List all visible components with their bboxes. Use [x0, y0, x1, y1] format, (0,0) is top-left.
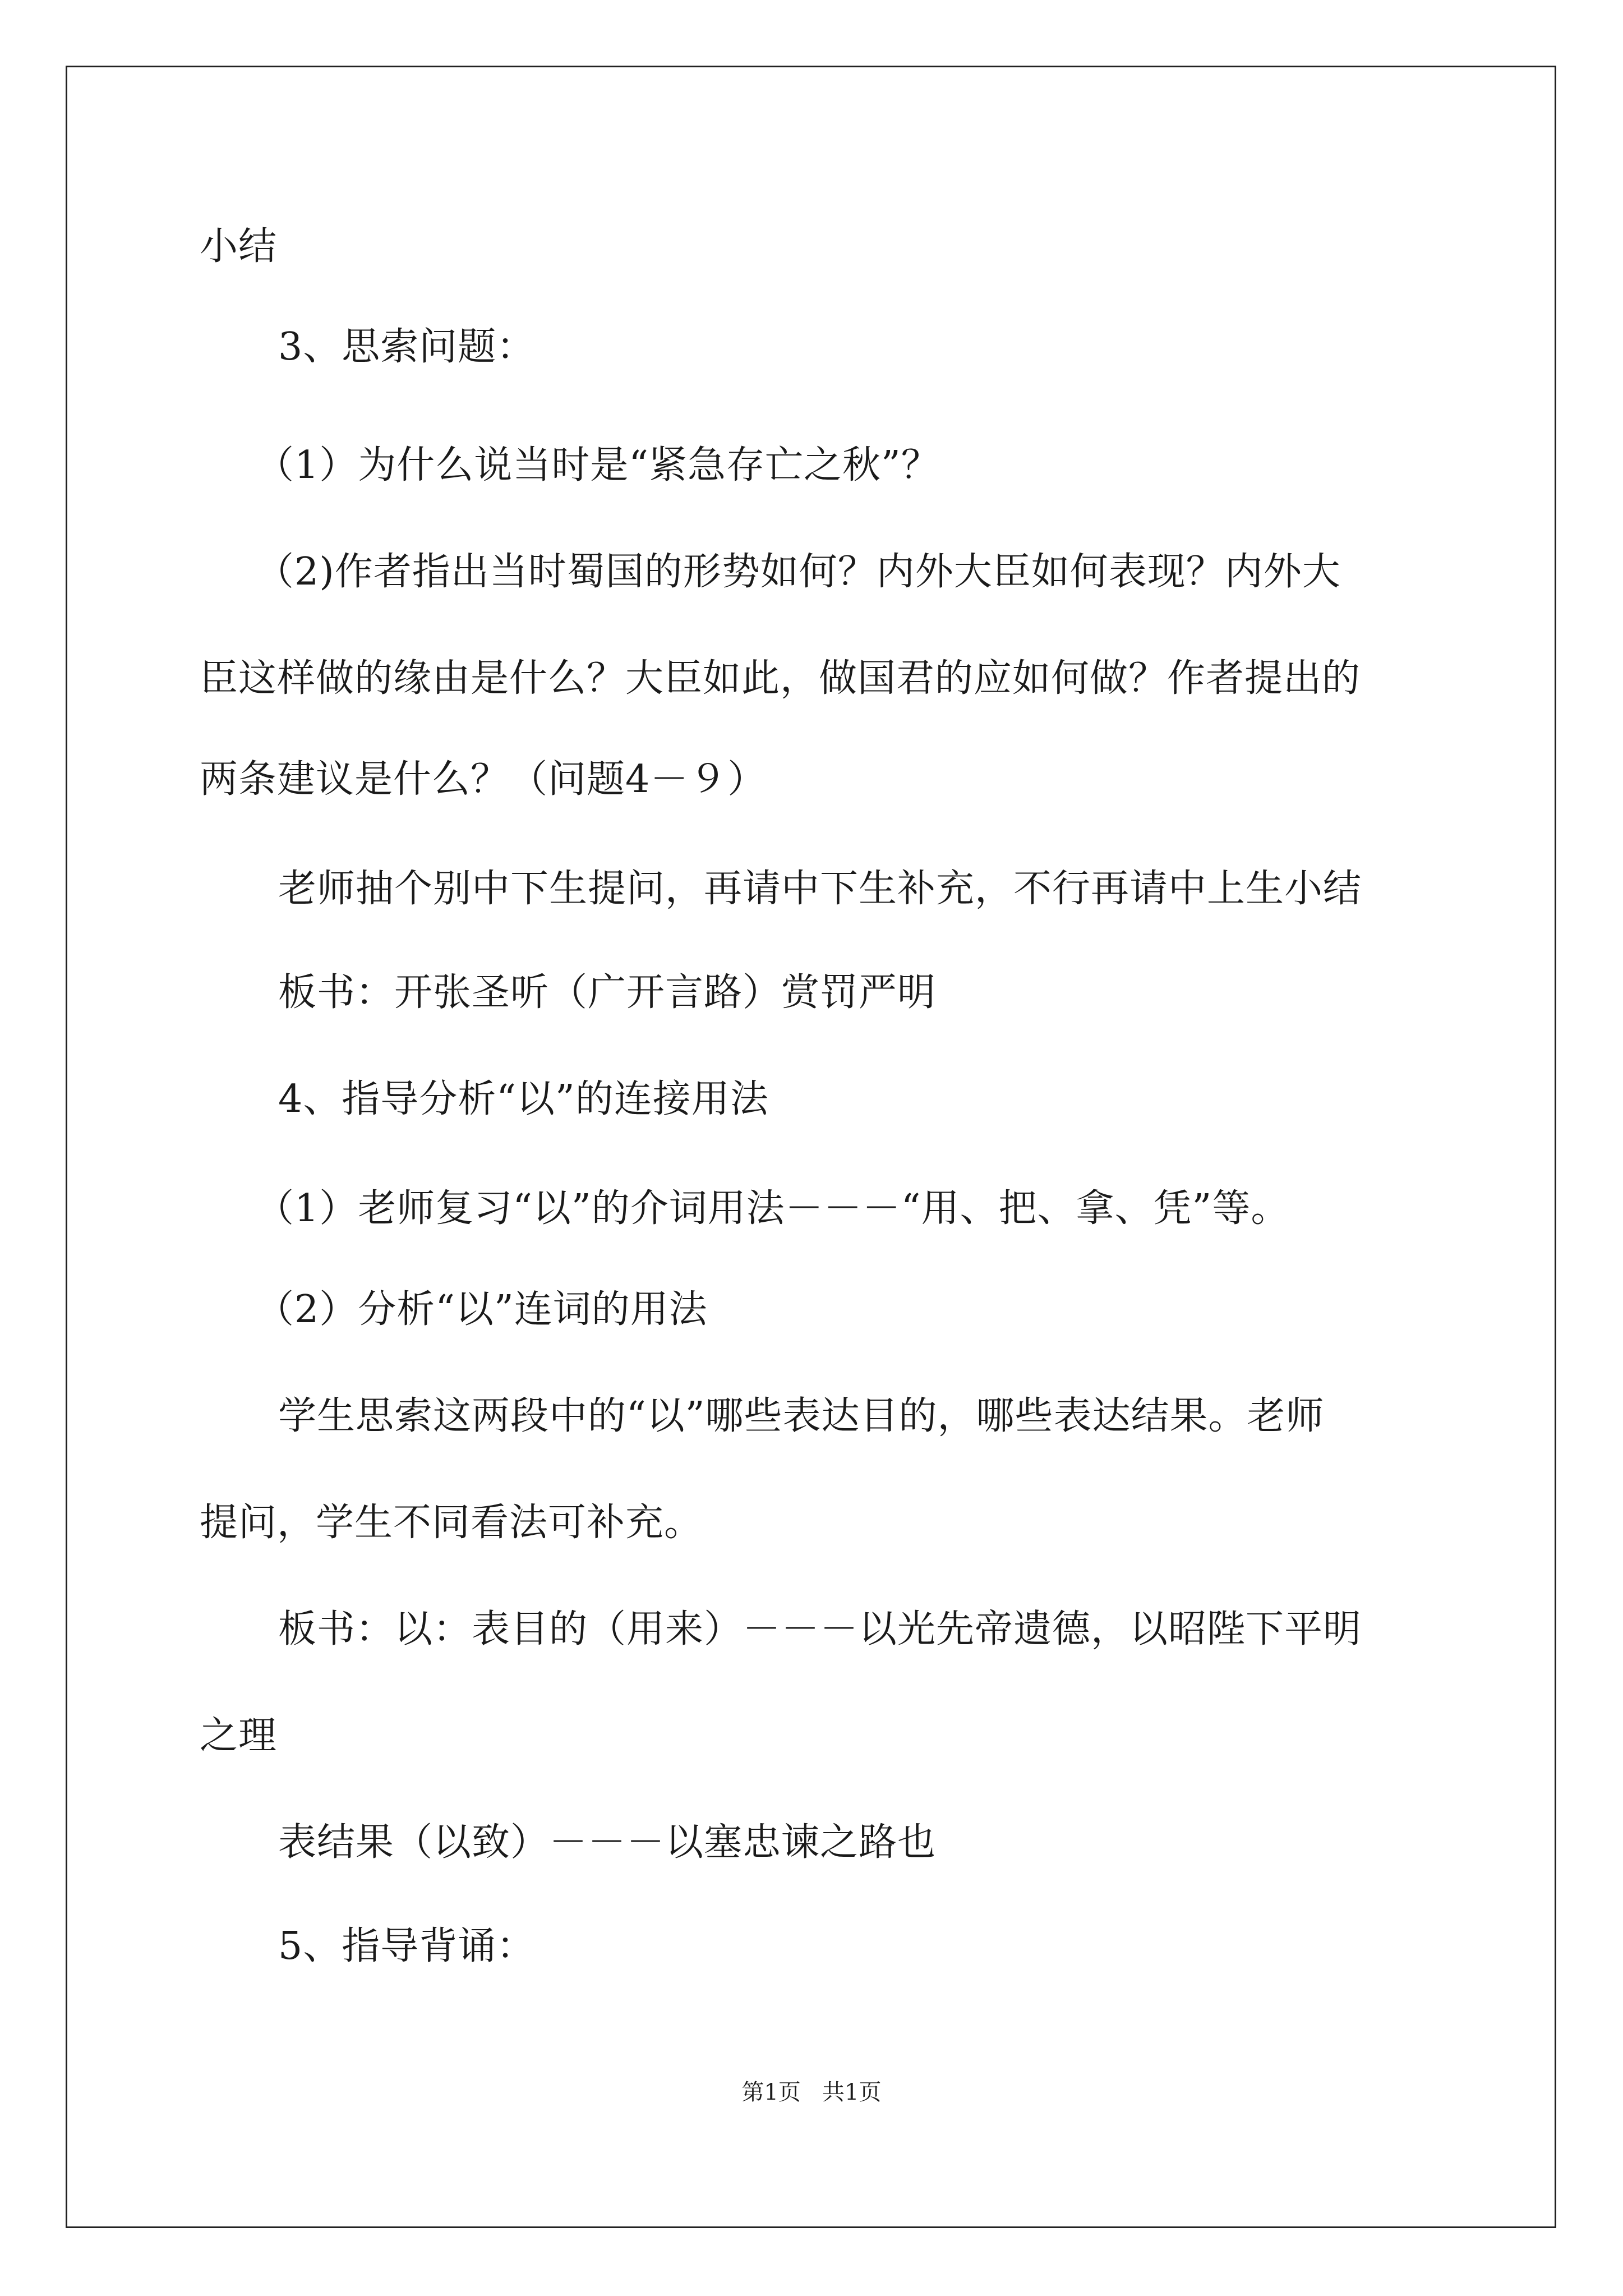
text-line-item-3: 3、思索问题：: [278, 325, 536, 369]
text-line-item-5: 5、指导背诵：: [278, 1924, 536, 1968]
text-line-student-task: 学生思索这两段中的“以”哪些表达目的，哪些表达结果。老师: [278, 1394, 1325, 1438]
page-border: [66, 66, 1556, 2228]
page-number-footer: 第1页 共1页: [741, 2079, 882, 2105]
text-line-item-4: 4、指导分析“以”的连接用法: [278, 1077, 769, 1121]
text-line-question-1: （1）为什么说当时是“紧急存亡之秋”？: [256, 443, 940, 487]
text-line-question-2: （2)作者指出当时蜀国的形势如何？内外大臣如何表现？内外大: [256, 550, 1341, 594]
text-line-item-4-1: （1）老师复习“以”的介词用法－－－“用、把、拿、凭”等。: [256, 1186, 1290, 1231]
text-line-summary: 小结: [200, 224, 278, 269]
text-line-teacher-note: 老师抽个别中下生提问，再请中下生补充，不行再请中上生小结: [278, 867, 1362, 911]
text-line-question-2-cont: 臣这样做的缘由是什么？大臣如此，做国君的应如何做？作者提出的: [200, 656, 1361, 701]
text-line-item-4-2: （2）分析“以”连词的用法: [256, 1287, 708, 1332]
text-line-board-note-2-cont: 之理: [200, 1714, 278, 1758]
text-line-board-note-3: 表结果（以致）－－－以塞忠谏之路也: [278, 1820, 937, 1865]
text-line-student-task-cont: 提问，学生不同看法可补充。: [200, 1501, 703, 1545]
text-line-board-note-1: 板书：开张圣听（广开言路）赏罚严明: [278, 970, 937, 1015]
text-line-board-note-2: 板书：以：表目的（用来）－－－以光先帝遗德，以昭陛下平明: [278, 1607, 1362, 1651]
text-line-question-2-end: 两条建议是什么？（问题4－９）: [200, 757, 767, 802]
